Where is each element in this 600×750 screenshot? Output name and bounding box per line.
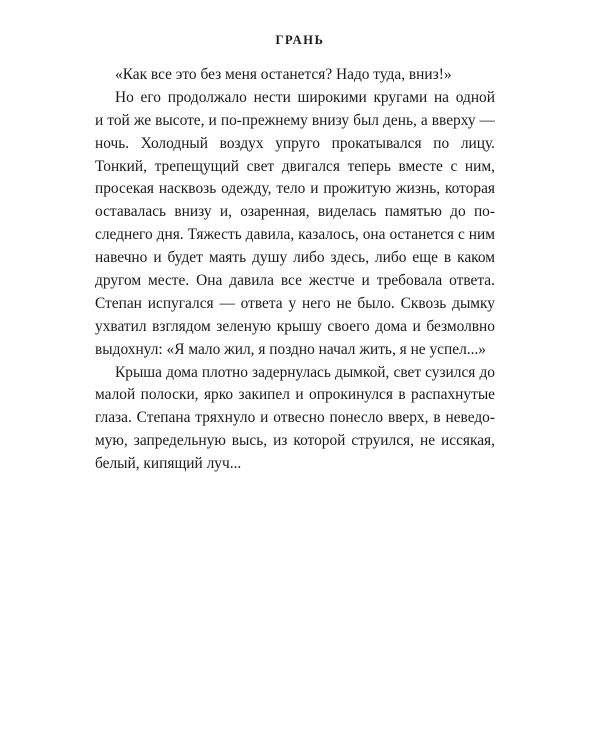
text-line: оставалась внизу и, озаренная, виделась памятью до по- — [95, 203, 495, 221]
text-line: следнего дня. Тяжесть давила, казалось, она останется с ним — [95, 226, 495, 244]
text-line: и той же высоте, и по-прежнему внизу был день, а вверху — — [95, 111, 495, 129]
text-line: мую, запредельную высь, из которой струился, не иссякая, — [95, 432, 495, 450]
text-line: «Как все это без меня останется? Надо туда, вниз!» — [115, 66, 452, 83]
text-line: ночь. Холодный воздух упруго прокатывался по лицу. — [95, 134, 495, 152]
text-line: ухватил взглядом зеленую крышу своего дома и безмолвно — [95, 317, 495, 335]
text-line: просекая насквозь одежду, тело и прожитую жизнь, которая — [95, 180, 495, 198]
text-line: малой полоски, ярко закипел и опрокинулся в распахнутые — [95, 386, 495, 404]
text-line: навечно и будет маять душу либо здесь, либо еще в каком — [95, 249, 495, 267]
text-line: Крыша дома плотно задернулась дымкой, свет сузился до — [115, 363, 495, 381]
text-line: глаза. Степана тряхнуло и отвесно понесло вверх, в неведо- — [95, 409, 495, 427]
text-line: Степан испугался — ответа у него не было. Сквозь дымку — [95, 294, 495, 312]
running-head-title: ГРАНЬ — [275, 33, 325, 47]
body-text — [95, 64, 495, 476]
text-line: белый, кипящий луч... — [95, 455, 242, 473]
text-line: Но его продолжало нести широкими кругами на одной — [115, 88, 495, 106]
text-line: другом месте. Она давила все жестче и требовала ответа. — [95, 272, 495, 290]
text-line: выдохнул: «Я мало жил, я поздно начал жить, я не успел...» — [95, 340, 487, 358]
text-line: Тонкий, трепещущий свет двигался теперь вместе с ним, — [95, 157, 495, 175]
